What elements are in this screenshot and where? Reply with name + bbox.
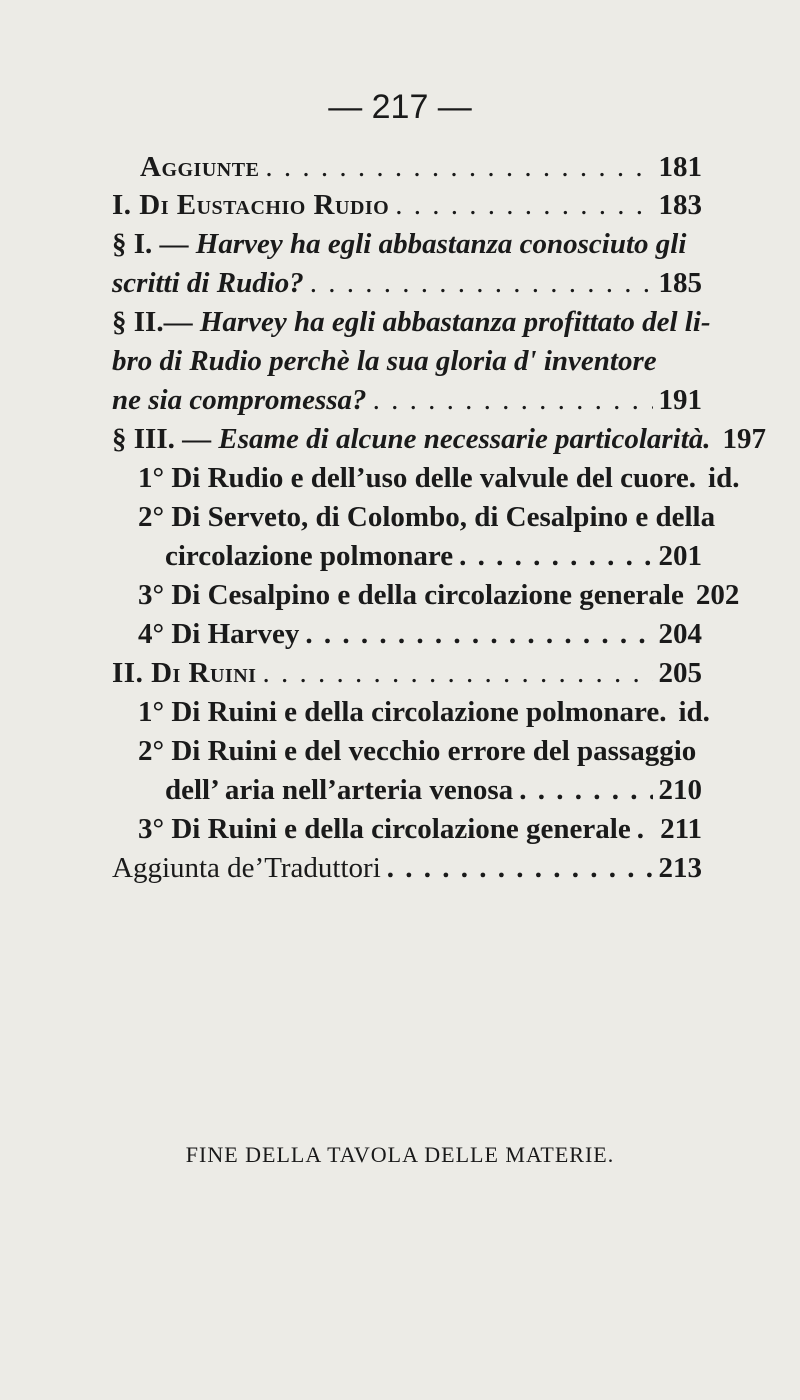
leader-dots [256, 654, 652, 692]
toc-entry-page: 191 [658, 384, 702, 416]
toc-entry-serveto-line1: 2° Di Serveto, di Colombo, di Cesalpino e della [138, 501, 716, 533]
toc-entry-text: scritti di Rudio? [112, 267, 304, 299]
section-marker: § II.— [112, 306, 200, 338]
toc-entry-text: 3° Di Ruini e della circolazione generale [138, 813, 631, 845]
toc-entry-text: ne sia compromessa? [112, 384, 367, 416]
toc-entry-page: 202 [695, 579, 740, 611]
toc-entry-ruini-errore-line1: 2° Di Ruini e del vecchio errore del passaggio [138, 735, 697, 767]
page-number: — 217 — [328, 88, 472, 126]
toc-entry-serveto-line2 [165, 537, 702, 575]
section-marker: § I. — [112, 228, 196, 260]
leader-dots [259, 148, 652, 186]
toc-entry-rudio-valvule [138, 459, 740, 497]
toc-entry-section-1-line1 [112, 225, 686, 263]
footer-note: FINE DELLA TAVOLA DELLE MATERIE. [185, 1142, 615, 1167]
leader-dots [631, 810, 654, 848]
toc-entry-page: 213 [658, 852, 702, 884]
toc-entry-traduttori [112, 849, 702, 887]
toc-entry-ruini-polmonare [138, 693, 710, 731]
toc-entry-text: Harvey ha egli abbastanza conosciuto gli [195, 228, 687, 260]
toc-entry-page: id. [708, 462, 740, 494]
toc-entry-text: 4° Di Harvey [138, 618, 300, 650]
leader-dots [381, 849, 653, 887]
toc-entry-page: 181 [658, 151, 702, 183]
toc-entry-page: 197 [722, 423, 767, 455]
toc-entry-page: id. [678, 696, 710, 728]
toc-entry-text: 3° Di Cesalpino e della circolazione generale [138, 579, 684, 611]
toc-entry-page: 201 [658, 540, 702, 572]
toc-entry-eustachio-rudio [112, 186, 702, 224]
toc-entry-text: 1° Di Rudio e dell’uso delle valvule del cuore. [138, 462, 697, 494]
toc-entry-text: II. Di Ruini [112, 657, 257, 689]
leader-dots [304, 264, 653, 302]
toc-entry-page: 185 [658, 267, 702, 299]
section-marker: § III. — [112, 423, 219, 455]
toc-entry-text: dell’ aria nell’arteria venosa [165, 774, 514, 806]
toc-entry-text: 1° Di Ruini e della circolazione polmonare. [138, 696, 667, 728]
toc-entry-section-2-line2: bro di Rudio perchè la sua gloria d' inventore [112, 345, 657, 377]
toc-entry-page: 205 [658, 657, 702, 689]
toc-entry-page: 183 [658, 189, 702, 221]
toc-entry-section-2-line3 [112, 381, 702, 419]
leader-dots [453, 537, 652, 575]
toc-entry-ruini [112, 654, 702, 692]
leader-dots [513, 771, 652, 809]
toc-entry-section-2-line1 [112, 303, 711, 341]
toc-entry-page: 204 [658, 618, 702, 650]
toc-entry-text: Harvey ha egli abbastanza profittato del li- [199, 306, 711, 338]
toc-entry-text: Aggiunta de’Traduttori [112, 852, 381, 884]
toc-entry-harvey [138, 615, 702, 653]
toc-entry-section-1-line2 [112, 264, 702, 302]
toc-entry-page: 211 [660, 813, 702, 845]
toc-entry-text: circolazione polmonare [165, 540, 454, 572]
leader-dots [299, 615, 652, 653]
leader-dots [367, 381, 653, 419]
toc-entry-page: 210 [658, 774, 702, 806]
toc-entry-section-3 [112, 420, 767, 458]
toc-entry-text: Aggiunte [140, 151, 260, 183]
toc-entry-text: Esame di alcune necessarie particolarità. [218, 423, 711, 455]
toc-entry-cesalpino [138, 576, 740, 614]
toc-entry-aggiunte [140, 148, 702, 186]
toc-entry-ruini-generale [138, 810, 702, 848]
leader-dots [389, 186, 652, 224]
toc-entry-text: I. Di Eustachio Rudio [112, 189, 390, 221]
toc-entry-ruini-errore-line2 [165, 771, 702, 809]
